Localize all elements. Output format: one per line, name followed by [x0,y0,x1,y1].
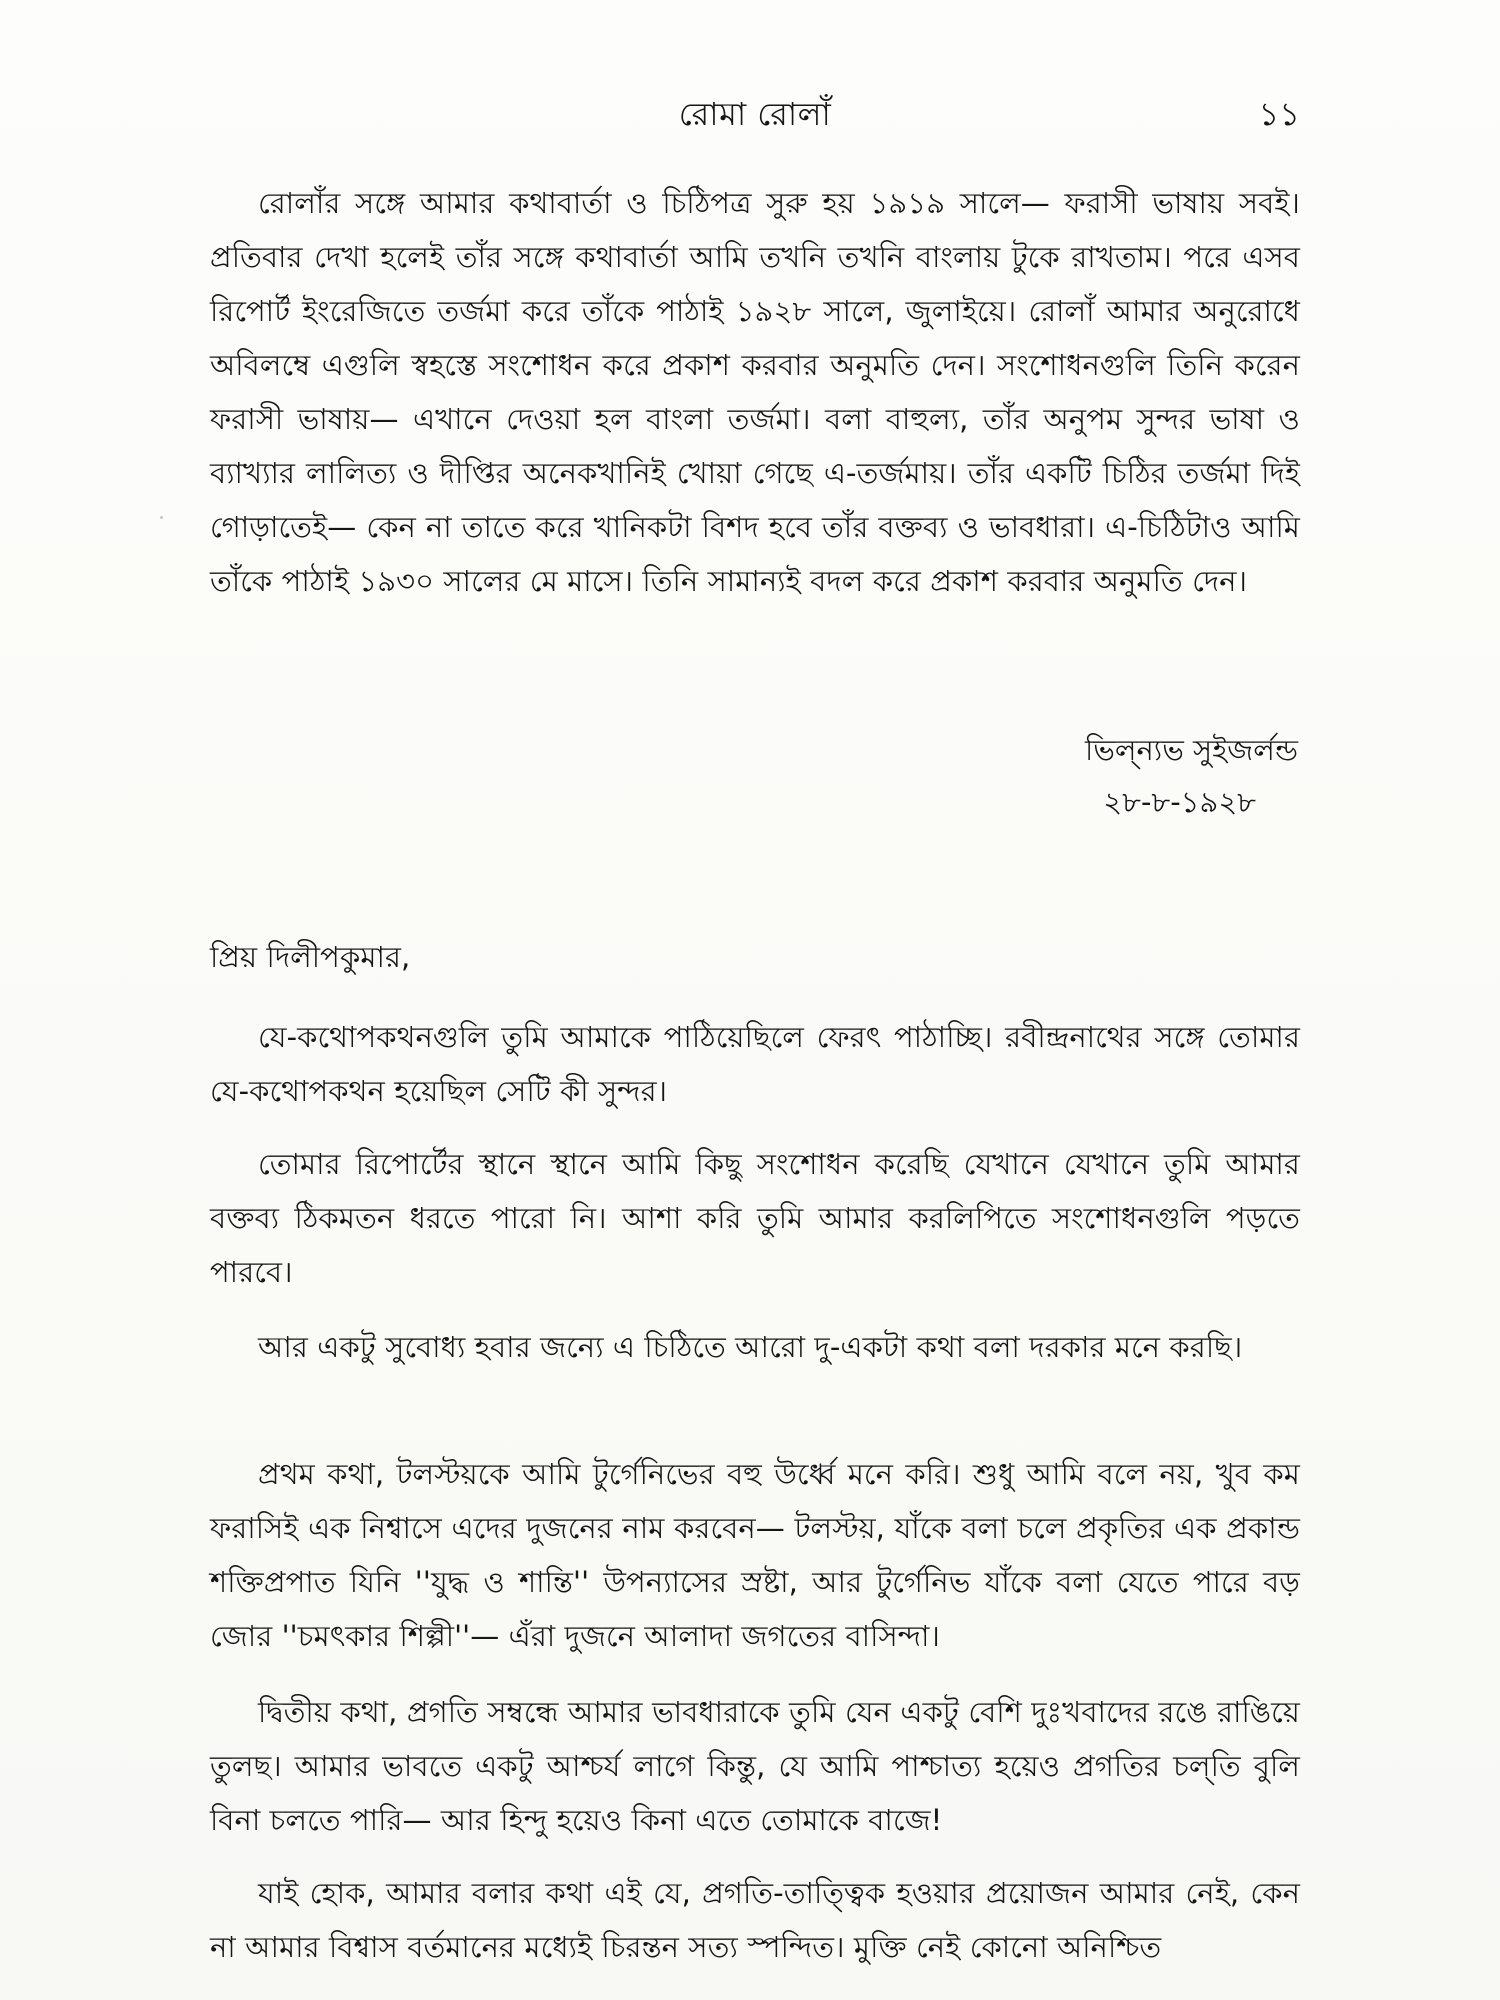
letter-salutation: প্রিয় দিলীপকুমার, [210,940,411,974]
letter-paragraph: দ্বিতীয় কথা, প্রগতি সম্বন্ধে আমার ভাবধারাকে তুমি যেন একটু বেশি দুঃখবাদের রঙে রাঙিয়ে তুলছ। আমার ভাবতে একটু আশ্চর্য লাগে কিন্তু, যে আমি পাশ্চাত্য হয়েও প্রগতির চল্‌তি বুলি বিনা চলতে পারি— আর হিন্দু হয়েও কিনা এতে তোমাকে বাজে! [210,1695,1300,1837]
letter-paragraph: তোমার রিপোর্টের স্থানে স্থানে আমি কিছু সংশোধন করেছি যেখানে যেখানে তুমি আমার বক্তব্য ঠিকমতন ধরতে পারো নি। আশা করি তুমি আমার করলিপিতে সংশোধনগুলি পড়তে পারবে। [210,1147,1300,1289]
running-title: রোমা রোলাঁ [678,95,832,133]
letter-paragraph: যাই হোক, আমার বলার কথা এই যে, প্রগতি-তাত্ত্বিক হওয়ার প্রয়োজন আমার নেই, কেন না আমার বিশ্বাস বর্তমানের মধ্যেই চিরন্তন সত্য স্পন্দিত। মুক্তি নেই কোনো অনিশ্চিত [210,1876,1300,1964]
margin-dot [160,516,163,519]
letter-paragraph: প্রথম কথা, টলস্টয়কে আমি টুর্গেনিভের বহু উর্ধ্বে মনে করি। শুধু আমি বলে নয়, খুব কম ফরাসিই এক নিশ্বাসে এদের দুজনের নাম করবেন— টলস্টয়, যাঁকে বলা চলে প্রকৃতির এক প্রকান্ড শক্তিপ্রপাত যিনি ''যুদ্ধ ও শান্তি'' উপন্যাসের স্রষ্টা, আর টুর্গেনিভ যাঁকে বলা যেতে পারে বড় জোর ''চমৎকার শিল্পী''— এঁরা দুজনে আলাদা জগতের বাসিন্দা। [210,1457,1300,1653]
intro-paragraph: রোলাঁর সঙ্গে আমার কথাবার্তা ও চিঠিপত্র সুরু হয় ১৯১৯ সালে— ফরাসী ভাষায় সবই। প্রতিবার দেখা হলেই তাঁর সঙ্গে কথাবার্তা আমি তখনি তখনি বাংলায় টুকে রাখতাম। পরে এসব রিপোর্ট ইংরেজিতে তর্জমা করে তাঁকে পাঠাই ১৯২৮ সালে, জুলাইয়ে। রোলাঁ আমার অনুরোধে অবিলম্বে এগুলি স্বহস্তে সংশোধন করে প্রকাশ করবার অনুমতি দেন। সংশোধনগুলি তিনি করেন ফরাসী ভাষায়— এখানে দেওয়া হল বাংলা তর্জমা। বলা বাহুল্য, তাঁর অনুপম সুন্দর ভাষা ও ব্যাখ্যার লালিত্য ও দীপ্তির অনেকখানিই খোয়া গেছে এ-তর্জমায়। তাঁর একটি চিঠির তর্জমা দিই গোড়াতেই— কেন না তাতে করে খানিকটা বিশদ হবে তাঁর বক্তব্য ও ভাবধারা। এ-চিঠিটাও আমি তাঁকে পাঠাই ১৯৩০ সালের মে মাসে। তিনি সামান্যই বদল করে প্রকাশ করবার অনুমতি দেন। [210,186,1301,598]
letter-paragraph: যে-কথোপকথনগুলি তুমি আমাকে পাঠিয়েছিলে ফেরৎ পাঠাচ্ছি। রবীন্দ্রনাথের সঙ্গে তোমার যে-কথোপকথন হয়েছিল সেটি কী সুন্দর। [210,1020,1300,1108]
page-number: ১১ [1258,95,1300,133]
page-header [210,92,1300,142]
letter-paragraph: আর একটু সুবোধ্য হবার জন্যে এ চিঠিতে আরো দু-একটা কথা বলা দরকার মনে করছি। [258,1330,1243,1364]
letter-place: ভিল্‌ন্যভ সুইজর্লন্ড [1084,733,1298,767]
letter-place-date [1085,724,1298,828]
letter-date: ২৮-৮-১৯২৮ [1103,785,1256,819]
